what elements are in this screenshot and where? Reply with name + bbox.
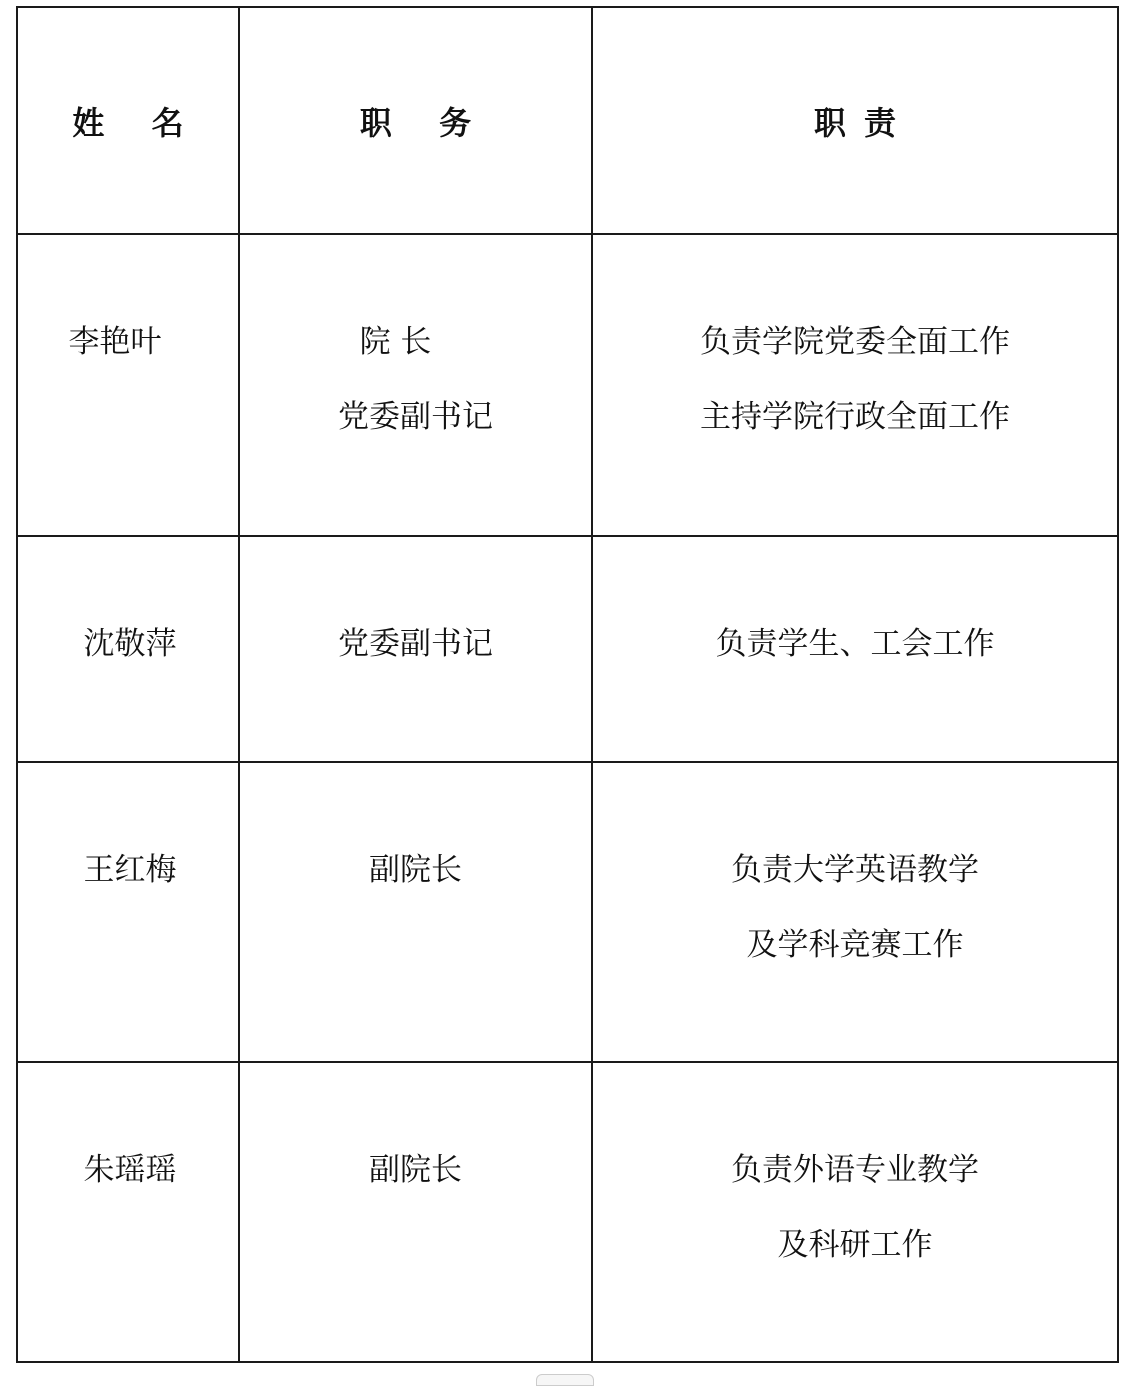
table-row [17,234,1118,536]
duty-cell [592,536,1118,762]
header-duty: 职责 [592,7,1118,234]
header-title: 职 务 [239,7,592,234]
table-row [17,1062,1118,1362]
name-cell [17,762,239,1062]
table-row [17,762,1118,1062]
duty-line: 及学科竞赛工作 [746,927,964,963]
position-line: 副院长 [369,852,462,888]
position-line: 副院长 [369,1152,462,1188]
header-name: 姓 名 [17,7,239,234]
duty-cell [592,234,1118,536]
duty-line: 主持学院行政全面工作 [700,399,1010,435]
duty-line: 及科研工作 [777,1227,933,1263]
duty-line: 负责外语专业教学 [731,1152,979,1188]
position-line: 党委副书记 [338,399,493,435]
position-line: 党委副书记 [338,626,493,662]
name-cell [17,536,239,762]
title-cell [239,234,592,536]
name-cell [17,234,239,536]
person-name: 李艳叶 [68,324,162,360]
title-cell [239,762,592,1062]
position-line: 院 长 [359,324,432,360]
person-name: 沈敬萍 [83,626,177,662]
duty-cell [592,1062,1118,1362]
leadership-duty-table [16,6,1119,1363]
person-name: 王红梅 [83,852,177,888]
table-header-row [17,7,1118,234]
title-cell [239,536,592,762]
page-scroll-tab[interactable] [536,1374,594,1386]
duty-line: 负责学院党委全面工作 [700,324,1010,360]
duty-cell [592,762,1118,1062]
duty-line: 负责学生、工会工作 [715,626,995,662]
table-row [17,536,1118,762]
title-cell [239,1062,592,1362]
duty-line: 负责大学英语教学 [731,852,979,888]
name-cell [17,1062,239,1362]
person-name: 朱瑶瑶 [83,1152,177,1188]
